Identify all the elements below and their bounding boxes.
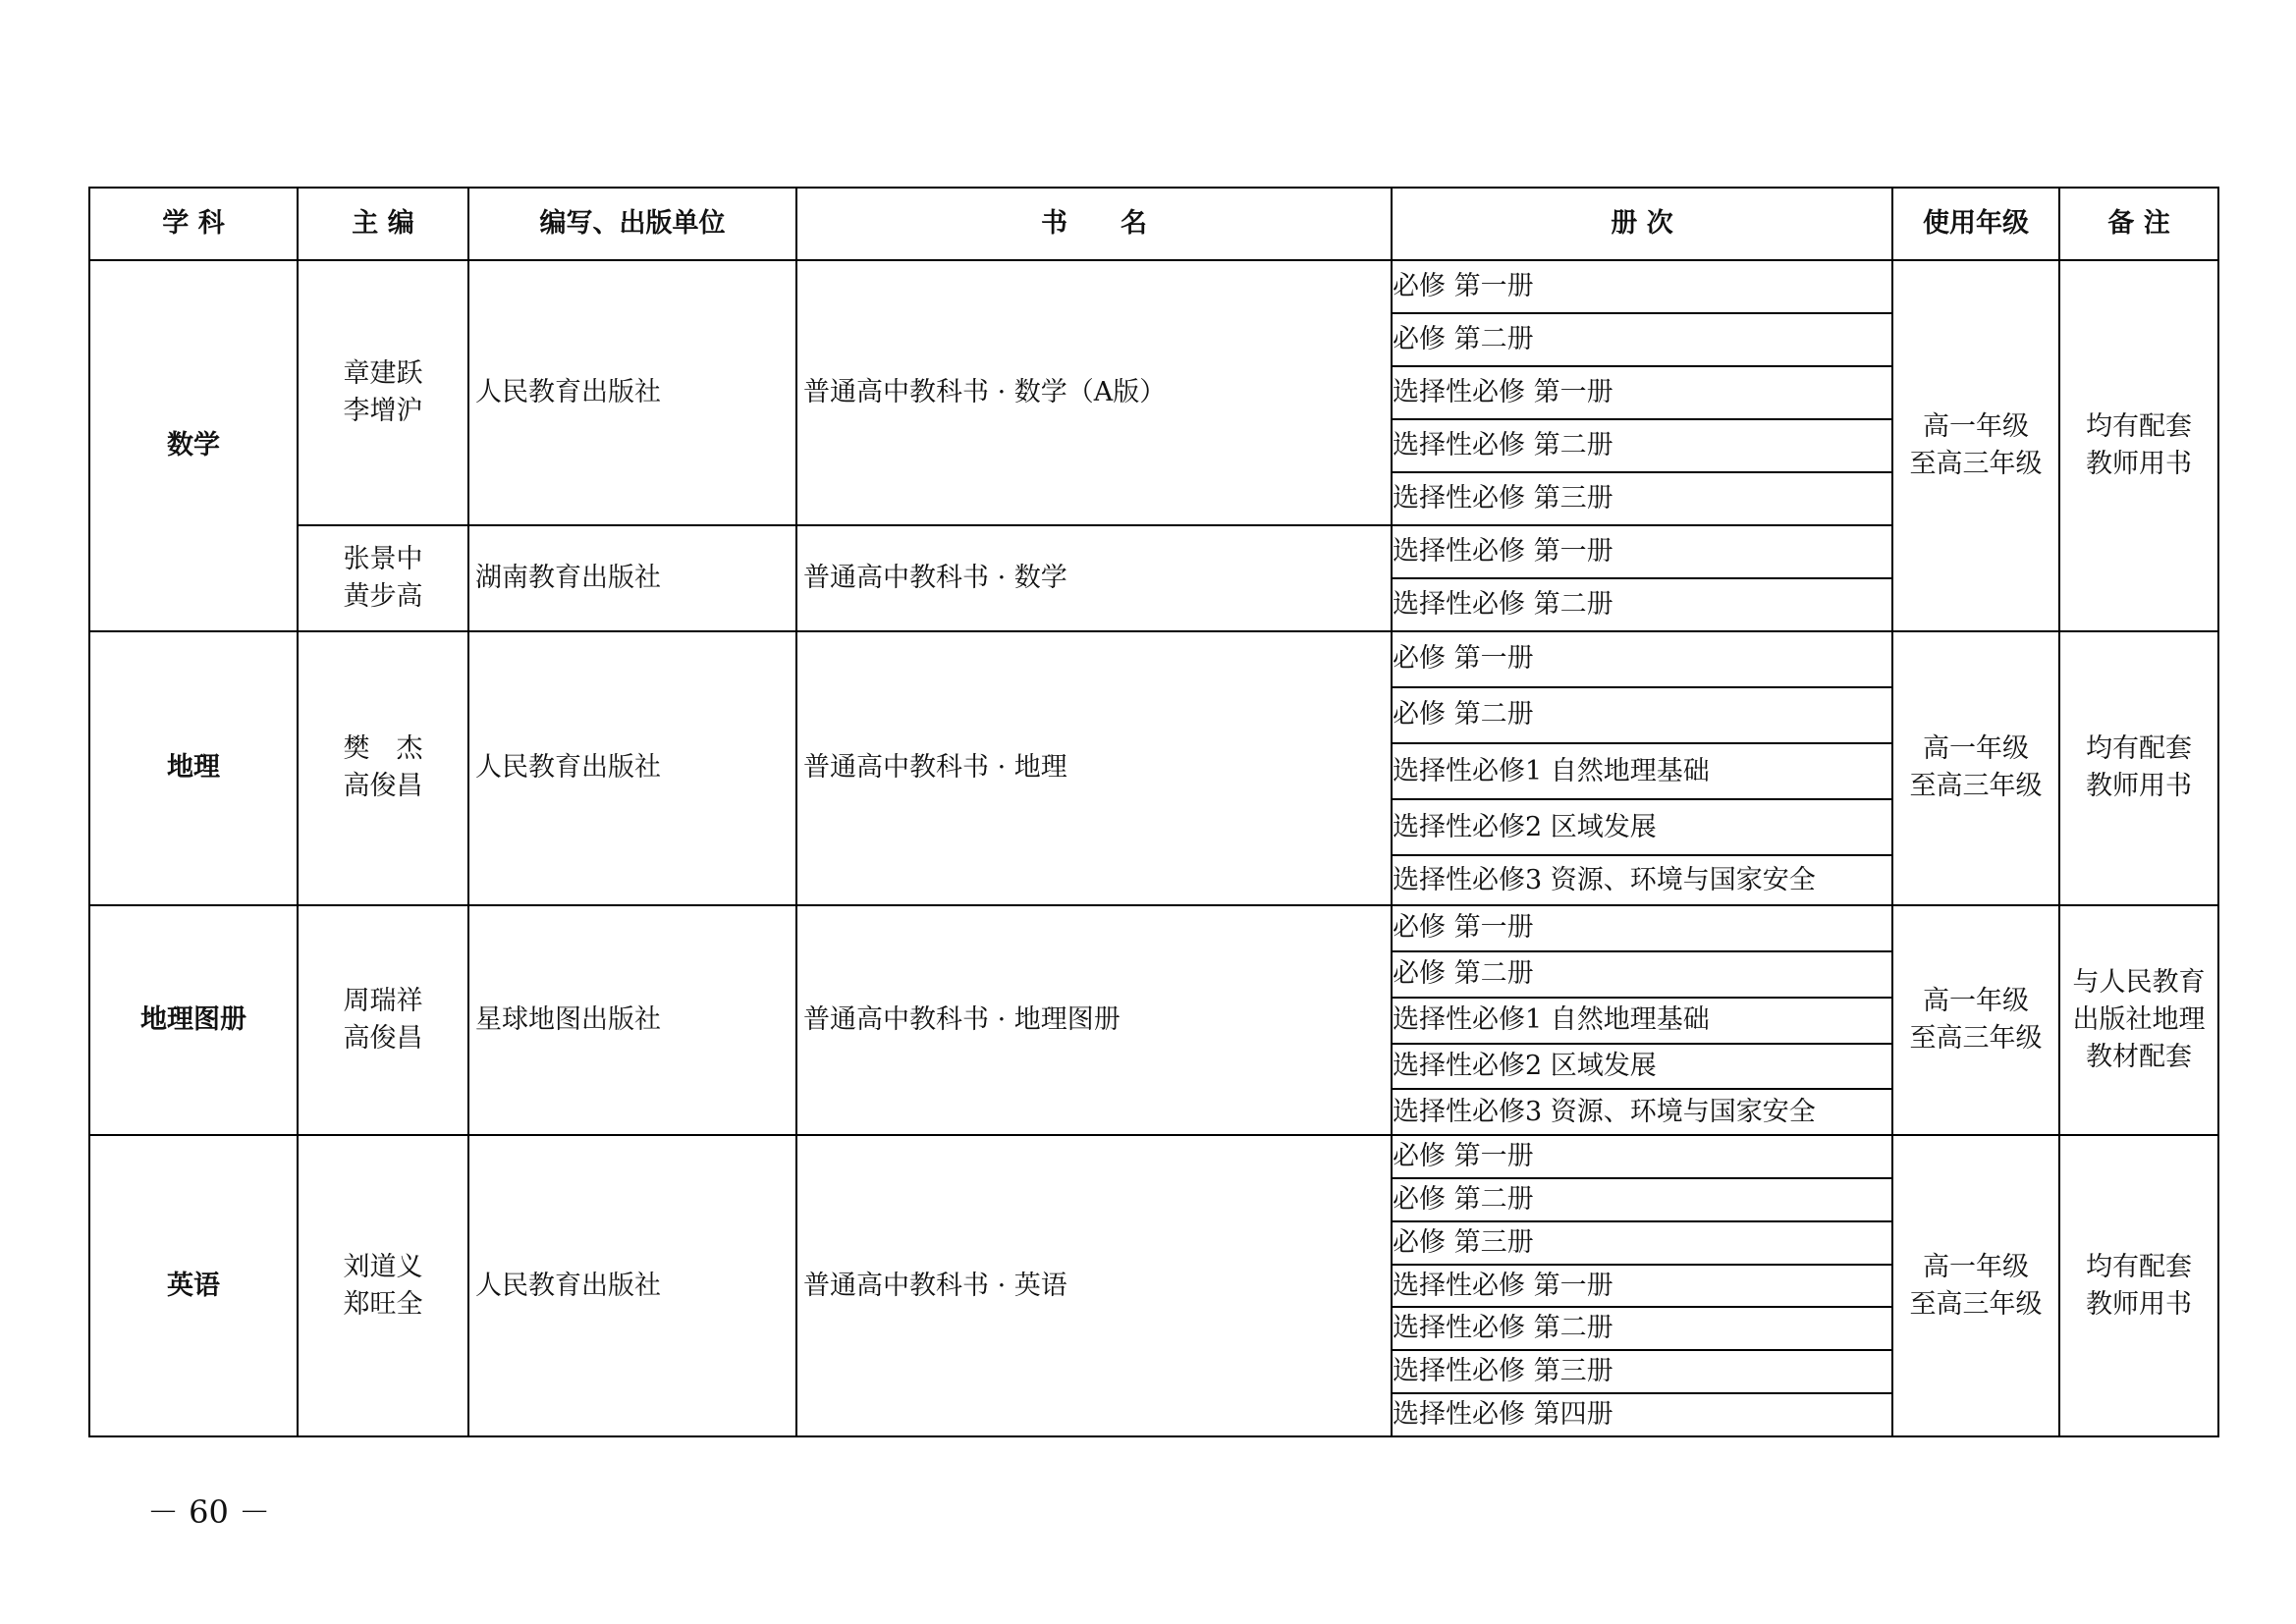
header-book: 书 名 bbox=[796, 188, 1392, 260]
header-volume: 册 次 bbox=[1392, 188, 1892, 260]
publisher-cell: 人民教育出版社 bbox=[468, 631, 796, 905]
header-note: 备 注 bbox=[2059, 188, 2218, 260]
editor-cell: 周瑞祥 高俊昌 bbox=[298, 905, 468, 1135]
note-cell: 均有配套 教师用书 bbox=[2059, 260, 2218, 631]
table-row bbox=[89, 631, 2218, 687]
grade-cell: 高一年级 至高三年级 bbox=[1892, 260, 2059, 631]
volume-cell: 选择性必修 第三册 bbox=[1392, 472, 1892, 525]
book-cell: 普通高中教科书 · 数学（A版） bbox=[796, 260, 1392, 525]
header-row bbox=[89, 188, 2218, 260]
volume-cell: 选择性必修 第一册 bbox=[1392, 1265, 1892, 1308]
grade-cell: 高一年级 至高三年级 bbox=[1892, 631, 2059, 905]
header-subject: 学 科 bbox=[89, 188, 298, 260]
textbook-table bbox=[88, 187, 2219, 1437]
volume-cell: 选择性必修 第二册 bbox=[1392, 419, 1892, 472]
subject-cell: 数学 bbox=[89, 260, 298, 631]
book-cell: 普通高中教科书 · 地理 bbox=[796, 631, 1392, 905]
publisher-cell: 湖南教育出版社 bbox=[468, 525, 796, 631]
table-row bbox=[89, 260, 2218, 313]
volume-cell: 选择性必修1 自然地理基础 bbox=[1392, 743, 1892, 799]
volume-cell: 必修 第一册 bbox=[1392, 905, 1892, 951]
publisher-cell: 人民教育出版社 bbox=[468, 1135, 796, 1436]
book-cell: 普通高中教科书 · 数学 bbox=[796, 525, 1392, 631]
volume-cell: 必修 第一册 bbox=[1392, 1135, 1892, 1178]
editor-cell: 张景中 黄步高 bbox=[298, 525, 468, 631]
grade-cell: 高一年级 至高三年级 bbox=[1892, 905, 2059, 1135]
volume-cell: 选择性必修 第一册 bbox=[1392, 366, 1892, 419]
editor-cell: 章建跃 李增沪 bbox=[298, 260, 468, 525]
volume-cell: 选择性必修 第二册 bbox=[1392, 1307, 1892, 1350]
note-cell: 与人民教育 出版社地理 教材配套 bbox=[2059, 905, 2218, 1135]
publisher-cell: 星球地图出版社 bbox=[468, 905, 796, 1135]
volume-cell: 选择性必修 第三册 bbox=[1392, 1350, 1892, 1393]
table-row bbox=[89, 905, 2218, 951]
note-cell: 均有配套 教师用书 bbox=[2059, 1135, 2218, 1436]
header-editor: 主 编 bbox=[298, 188, 468, 260]
book-cell: 普通高中教科书 · 英语 bbox=[796, 1135, 1392, 1436]
table-row bbox=[89, 1135, 2218, 1178]
page-number: － 60 － bbox=[147, 1493, 271, 1531]
volume-cell: 选择性必修 第二册 bbox=[1392, 578, 1892, 631]
publisher-cell: 人民教育出版社 bbox=[468, 260, 796, 525]
grade-cell: 高一年级 至高三年级 bbox=[1892, 1135, 2059, 1436]
volume-cell: 选择性必修3 资源、环境与国家安全 bbox=[1392, 855, 1892, 905]
subject-cell: 地理 bbox=[89, 631, 298, 905]
volume-cell: 必修 第一册 bbox=[1392, 260, 1892, 313]
volume-cell: 必修 第二册 bbox=[1392, 313, 1892, 366]
volume-cell: 必修 第一册 bbox=[1392, 631, 1892, 687]
editor-cell: 樊 杰 高俊昌 bbox=[298, 631, 468, 905]
subject-cell: 英语 bbox=[89, 1135, 298, 1436]
volume-cell: 选择性必修1 自然地理基础 bbox=[1392, 998, 1892, 1044]
volume-cell: 选择性必修2 区域发展 bbox=[1392, 799, 1892, 855]
volume-cell: 必修 第二册 bbox=[1392, 1178, 1892, 1221]
volume-cell: 选择性必修2 区域发展 bbox=[1392, 1044, 1892, 1090]
table-body bbox=[89, 260, 2218, 1436]
volume-cell: 必修 第二册 bbox=[1392, 687, 1892, 743]
header-grade: 使用年级 bbox=[1892, 188, 2059, 260]
volume-cell: 必修 第二册 bbox=[1392, 951, 1892, 998]
volume-cell: 必修 第三册 bbox=[1392, 1221, 1892, 1265]
book-cell: 普通高中教科书 · 地理图册 bbox=[796, 905, 1392, 1135]
subject-cell: 地理图册 bbox=[89, 905, 298, 1135]
header-publisher: 编写、出版单位 bbox=[468, 188, 796, 260]
volume-cell: 选择性必修 第一册 bbox=[1392, 525, 1892, 578]
volume-cell: 选择性必修3 资源、环境与国家安全 bbox=[1392, 1089, 1892, 1135]
editor-cell: 刘道义 郑旺全 bbox=[298, 1135, 468, 1436]
volume-cell: 选择性必修 第四册 bbox=[1392, 1393, 1892, 1436]
note-cell: 均有配套 教师用书 bbox=[2059, 631, 2218, 905]
